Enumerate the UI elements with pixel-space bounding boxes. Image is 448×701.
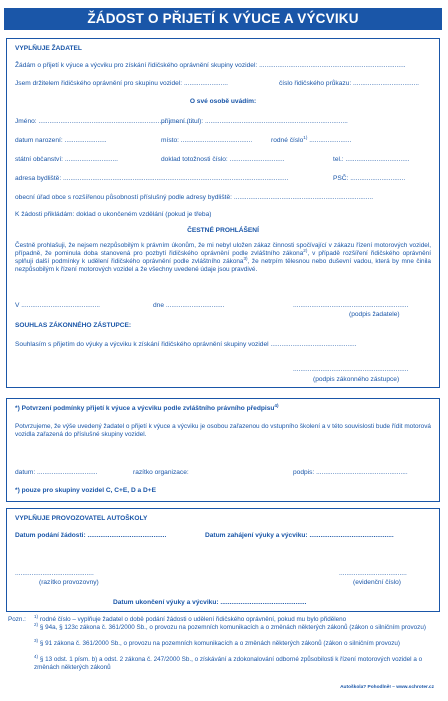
driving-school-section	[6, 508, 440, 612]
confirmation-heading: *) Potvrzení podmínky přijetí k výuce a výcviku podle zvláštního právního předpisu$^{4)}$	[15, 403, 279, 412]
license-number-field[interactable]: číslo řidičského průkazu: ....................................	[279, 80, 419, 87]
footer-credit: Autoškola? Pohodlně! – www.schroter.cz	[340, 685, 434, 690]
guardian-consent-field[interactable]: Souhlasím s přijetím do výuky a výcviku k získání řidičského oprávnění skupiny vozidel ...............................................	[15, 341, 357, 348]
place-of-signing-field[interactable]: V ...........................................	[15, 302, 101, 309]
birth-date-field[interactable]: datum narození: .......................	[15, 137, 107, 144]
confirmation-signature-field[interactable]: podpis: ..................................................	[293, 469, 408, 476]
address-field[interactable]: adresa bydliště: ...........................................................................................................................	[15, 175, 289, 182]
driving-school-heading: VYPLŇUJE PROVOZOVATEL AUTOŠKOLY	[15, 515, 148, 522]
note-2: $^{2)}$ § 94a, § 123c zákona č. 361/2000 Sb., o provozu na pozemních komunikacích a o změnách některých zákonů (zákon o silničním provozu)	[34, 622, 426, 631]
start-date-field[interactable]: Datum zahájení výuky a výcviku: ..............................................	[205, 532, 394, 539]
applicant-signature-label: (podpis žadatele)	[349, 311, 400, 318]
requested-group-field[interactable]: Žádám o přijetí k výuce a výcviku pro získání řidičského oprávnění skupiny vozidel: ................................................................................	[15, 62, 406, 69]
guardian-signature-label: (podpis zákonného zástupce)	[313, 376, 400, 383]
about-heading: O své osobě uvádím:	[189, 98, 257, 105]
note-1: $^{1)}$ rodné číslo – vyplňuje žadatel o době podání žádosti o udělení řidičského oprávnění, pokud mu bylo přiděleno	[34, 614, 347, 623]
confirmation-date-field[interactable]: datum: .................................	[15, 469, 98, 476]
attachment-line: K žádosti přikládám: doklad o ukončeném vzdělání (pokud je třeba)	[15, 211, 212, 218]
guardian-heading: SOUHLAS ZÁKONNÉHO ZÁSTUPCE:	[15, 322, 132, 329]
id-document-field[interactable]: doklad totožnosti číslo: ..............................	[161, 156, 285, 163]
organisation-stamp-label: razítko organizace:	[133, 469, 189, 476]
confirmation-text: Potvrzujeme, že výše uvedený žadatel o přijetí k výuce a výcviku je osobou zařazenou do vstupního školení a v této souvislosti bude řídit motorová vozidla zařazená do příslušné skupiny vozidel.	[15, 423, 431, 439]
date-of-signing-field[interactable]: dne ................................	[153, 302, 225, 309]
notes-label: Pozn.:	[8, 616, 26, 623]
applicant-heading: VYPLŇUJE ŽADATEL	[15, 45, 82, 52]
honest-declaration-heading: ČESTNÉ PROHLÁŠENÍ	[187, 227, 259, 234]
name-field[interactable]: Jméno: .......................................................................................	[15, 118, 198, 125]
phone-field[interactable]: tel.: ...................................	[333, 156, 410, 163]
submission-date-field[interactable]: Datum podání žádosti: ...........................................	[15, 532, 167, 539]
registration-number-label: (evidenční číslo)	[353, 579, 402, 586]
confirmation-section	[6, 398, 440, 502]
confirmation-footnote: *) pouze pro skupiny vozidel C, C+E, D a D+E	[15, 487, 157, 494]
nationality-field[interactable]: státní občanství: .............................	[15, 156, 118, 163]
birth-number-field[interactable]: rodné číslo$^{1)}$ .......................	[271, 135, 352, 144]
end-date-field[interactable]: Datum ukončení výuky a výcviku: ...............................................	[113, 599, 307, 606]
note-3: $^{3)}$ § 91 zákona č. 361/2000 Sb., o provozu na pozemních komunikacích a o změnách některých zákonů (zákon o silničním provozu)	[34, 638, 401, 647]
honest-declaration-text: Čestně prohlašuji, že nejsem nezpůsobilým k právním úkonům, že mi nebyl uložen zákaz činnosti spočívající v zákazu řízení motorových vozidel, případně, že pominula doba stanovená pro pozbytí řidičského oprávnění podle zvláštního zákona$^{2)}$, v případě rozšíření řidičského oprávnění splňuji další podmínky k udělení řidičského oprávnění podle zvláštního zákona$^{3)}$, že netrpím tělesnou nebo duševní vadou, která by mne činila nezpůsobilým k řízení motorových vozidel a že všechny uvedené údaje jsou pravdivé.	[15, 242, 431, 274]
applicant-signature-line[interactable]: ...............................................................	[293, 302, 409, 309]
guardian-signature-line[interactable]: ...............................................................	[293, 366, 409, 373]
form-title: ŽÁDOST O PŘIJETÍ K VÝUCE A VÝCVIKU	[4, 8, 442, 30]
surname-field[interactable]: příjmení (titul): ..............................................................................	[161, 118, 348, 125]
note-4: $^{4)}$ § 13 odst. 1 písm. b) a odst. 2 zákona č. 247/2000 Sb., o získávání a zdokonalování odborné způsobilosti k řízení motorových vozidel a o změnách některých zákonů	[34, 654, 423, 671]
branch-stamp-label: (razítko provozovny)	[39, 579, 99, 586]
branch-stamp-line[interactable]: ...........................................	[15, 570, 94, 577]
registration-number-line[interactable]: .....................................	[339, 570, 407, 577]
held-group-field[interactable]: Jsem držitelem řidičského oprávnění pro skupinu vozidel: ........................	[15, 80, 228, 87]
postal-code-field[interactable]: PSČ: ..............................	[333, 175, 406, 182]
municipal-office-field[interactable]: obecní úřad obce s rozšířenou působností příslušný podle adresy bydliště: ............................................................................	[15, 194, 374, 201]
applicant-section	[6, 38, 440, 388]
birth-place-field[interactable]: místo: .......................................	[161, 137, 253, 144]
